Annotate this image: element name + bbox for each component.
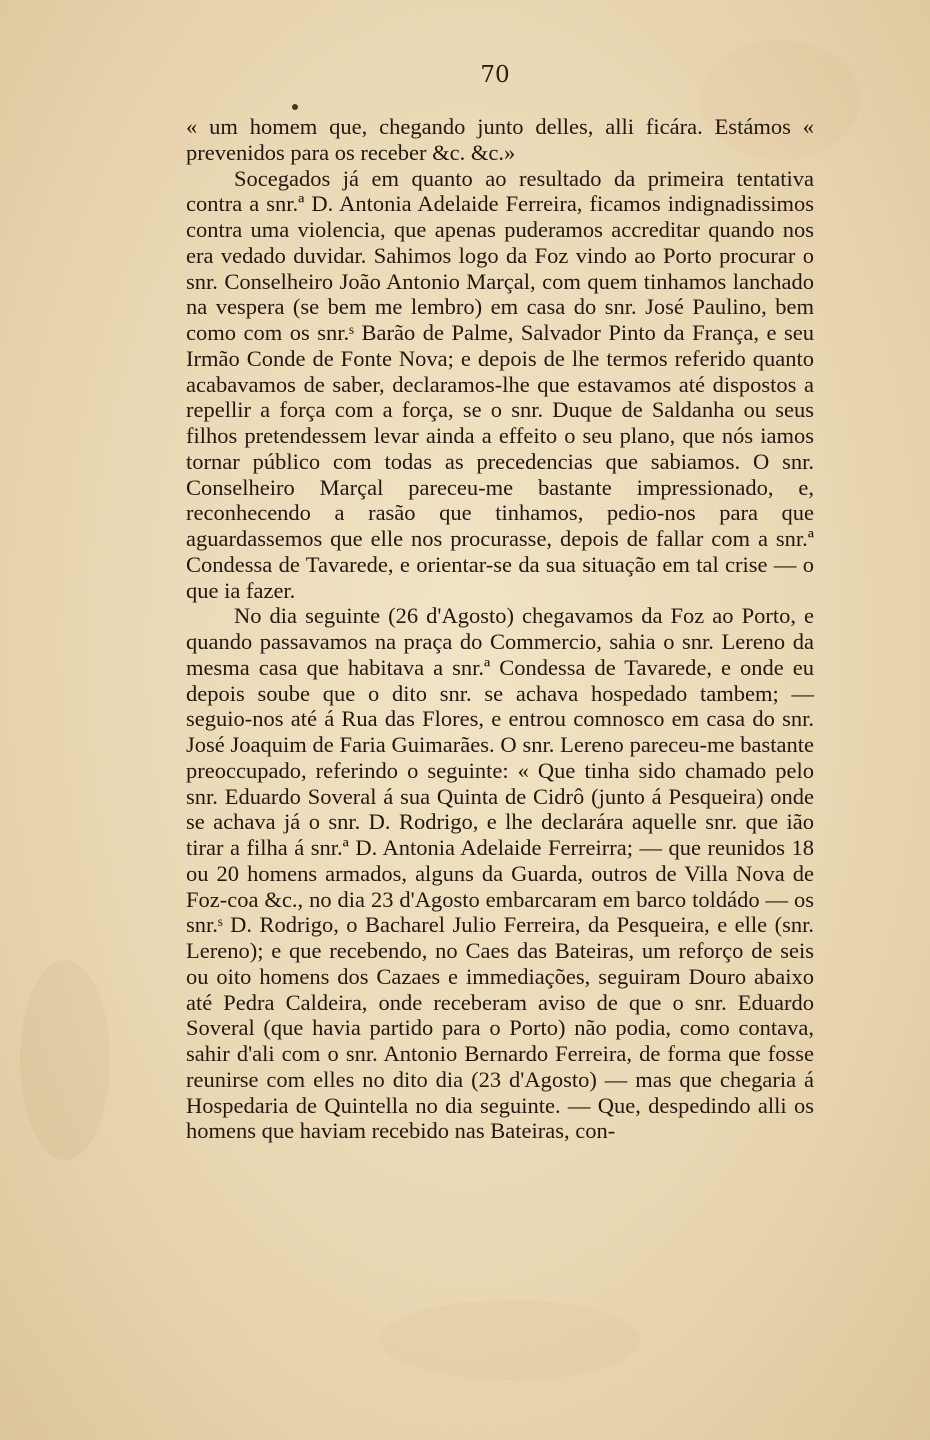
paragraph: No dia seguinte (26 d'Agosto) chegavamos da Foz ao Porto, e quando passavamos na praça do Commercio, sahia o snr. Lereno da mesma casa que habitava a snr.ª Condessa de Tavarede, e onde eu depois soube que o dito snr. se achava hospedado tambem; — seguio-nos até á Rua das Flores, e entrou comnosco em casa do snr. José Joaquim de Faria Guimarães. O snr. Lereno pareceu-me bastante preoccupado, referindo o seguinte: « Que tinha sido chamado pelo snr. Eduardo Soveral á sua Quinta de Cidrô (junto á Pesqueira) onde se achava já o snr. D. Rodrigo, e lhe declarára aquelle snr. que ião tirar a filha á snr.ª D. Antonia Adelaide Ferreirra; — que reunidos 18 ou 20 homens armados, alguns da Guarda, outros de Villa Nova de Foz-coa &c., no dia 23 d'Agosto embarcaram em barco toldádo — os snr.ˢ D. Rodrigo, o Bacharel Julio Ferreira, da Pesqueira, e elle (snr. Lereno); e que recebendo, no Caes das Bateiras, um reforço de seis ou oito homens dos Cazaes e immediações, seguiram Douro abaixo até Pedra Caldeira, onde receberam aviso de que o snr. Eduardo Soveral (que havia partido para o Porto) não podia, como contava, sahir d'ali com o snr. Antonio Bernardo Ferreira, de forma que fosse reunirse com elles no dito dia (23 d'Agosto) — mas que chegaria á Hospedaria de Quintella no dia seguinte. — Que, despedindo alli os homens que haviam recebido nas Bateiras, con- — [186, 603, 814, 1144]
paper-stain — [380, 1300, 640, 1380]
paper-stain — [20, 960, 110, 1160]
paragraph: Socegados já em quanto ao resultado da primeira tentativa contra a snr.ª D. Antonia Adelaide Ferreira, ficamos indignadissimos contra uma violencia, que apenas puderamos accreditar quando nos era vedado duvidar. Sahimos logo da Foz vindo ao Porto procurar o snr. Conselheiro João Antonio Marçal, com quem tinhamos lanchado na vespera (se bem me lembro) em casa do snr. José Paulino, bem como com os snr.ˢ Barão de Palme, Salvador Pinto da França, e seu Irmão Conde de Fonte Nova; e depois de lhe termos referido quanto acabavamos de saber, declaramos-lhe que estavamos até dispostos a repellir a força com a força, se o snr. Duque de Saldanha ou seus filhos pretendessem levar ainda a effeito o seu plano, que nós iamos tornar público com todas as precedencias que sabiamos. O snr. Conselheiro Marçal pareceu-me bastante impressionado, e, reconhecendo a rasão que tinhamos, pedio-nos para que aguardassemos que elle nos procurasse, depois de fallar com a snr.ª Condessa de Tavarede, e orientar-se da sua situação em tal crise — o que ia fazer. — [186, 165, 814, 603]
page-number: 70 — [480, 62, 510, 88]
paragraph: « um homem que, chegando junto delles, alli ficára. Estámos « prevenidos para os receber &c. &c.» — [186, 114, 814, 165]
body-text — [186, 114, 814, 1144]
ink-speck — [292, 104, 298, 110]
